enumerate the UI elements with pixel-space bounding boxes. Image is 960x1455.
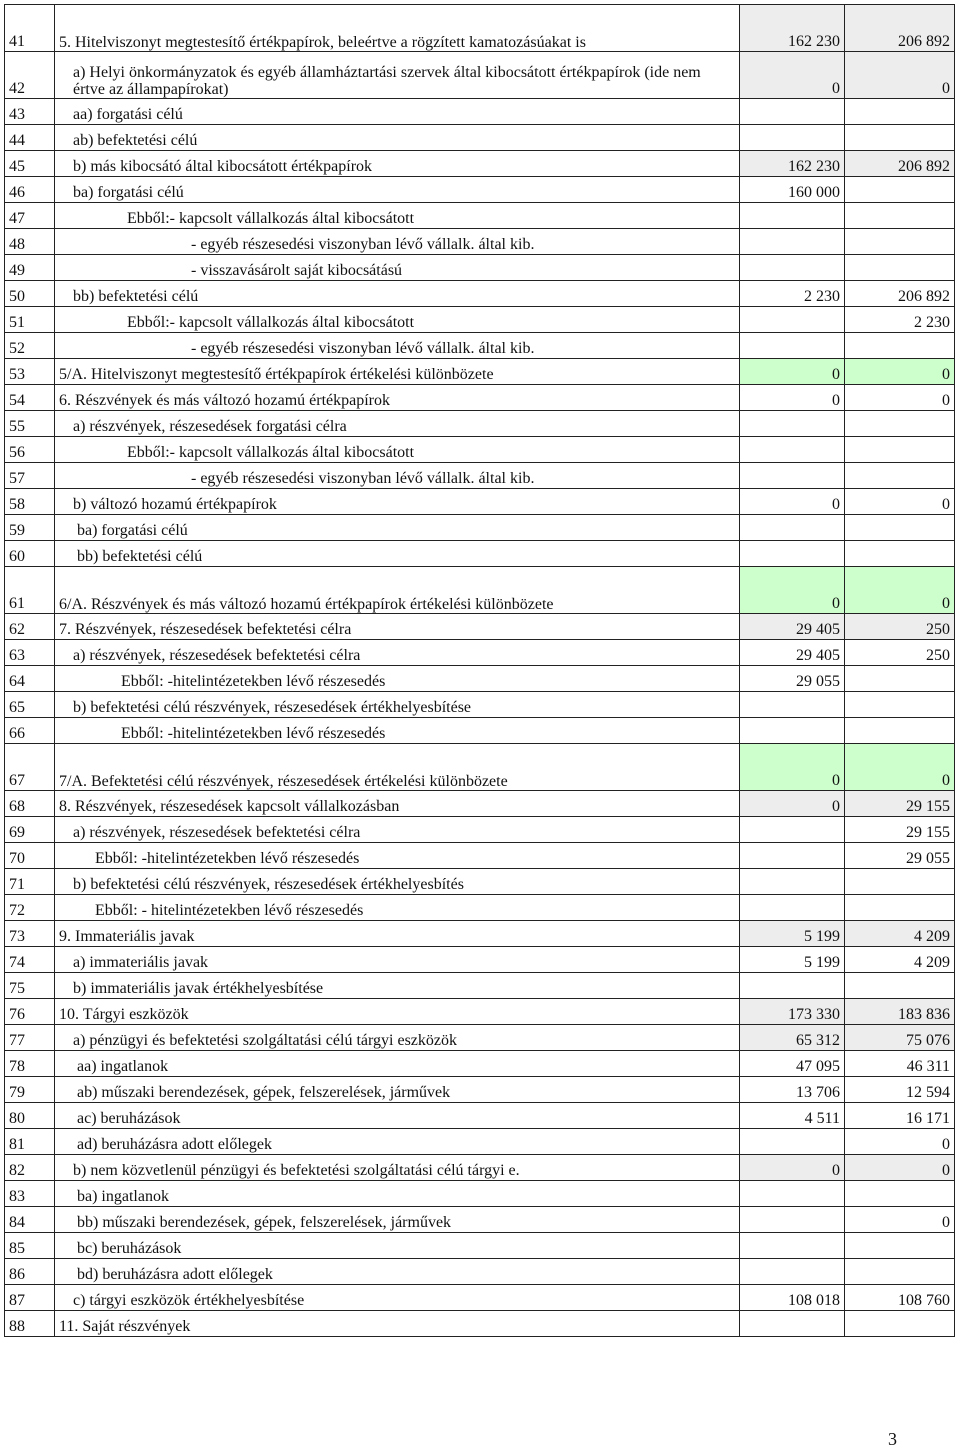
table-row: [5, 692, 955, 718]
value-previous-year: 13 706: [740, 1077, 845, 1103]
value-previous-year: 160 000: [740, 177, 845, 203]
row-number: 45: [5, 151, 55, 177]
row-number: 79: [5, 1077, 55, 1103]
table-body: [5, 5, 955, 1337]
table-row: [5, 718, 955, 744]
row-number: 83: [5, 1181, 55, 1207]
row-number: 86: [5, 1259, 55, 1285]
row-number: 84: [5, 1207, 55, 1233]
row-number: 72: [5, 895, 55, 921]
value-current-year: [845, 99, 955, 125]
row-description: Ebből: -hitelintézetekben lévő részesedés: [55, 666, 740, 692]
value-previous-year: [740, 437, 845, 463]
value-current-year: 206 892: [845, 281, 955, 307]
value-previous-year: 29 055: [740, 666, 845, 692]
value-previous-year: 0: [740, 385, 845, 411]
table-row: [5, 385, 955, 411]
value-previous-year: [740, 515, 845, 541]
row-description: bb) műszaki berendezések, gépek, felszerelések, járművek: [55, 1207, 740, 1233]
table-row: [5, 177, 955, 203]
value-current-year: 206 892: [845, 151, 955, 177]
value-current-year: 0: [845, 1129, 955, 1155]
table-row: [5, 5, 955, 52]
value-previous-year: [740, 463, 845, 489]
value-current-year: 0: [845, 385, 955, 411]
row-description: b) nem közvetlenül pénzügyi és befektetési szolgáltatási célú tárgyi e.: [55, 1155, 740, 1181]
row-number: 58: [5, 489, 55, 515]
table-row: [5, 973, 955, 999]
row-description: b) befektetési célú részvények, részesedések értékhelyesbítése: [55, 692, 740, 718]
value-current-year: 0: [845, 744, 955, 791]
value-current-year: [845, 973, 955, 999]
value-previous-year: 29 405: [740, 614, 845, 640]
row-number: 54: [5, 385, 55, 411]
row-number: 63: [5, 640, 55, 666]
row-number: 48: [5, 229, 55, 255]
value-previous-year: 0: [740, 744, 845, 791]
row-description: a) immateriális javak: [55, 947, 740, 973]
value-previous-year: 173 330: [740, 999, 845, 1025]
row-description: a) pénzügyi és befektetési szolgáltatási célú tárgyi eszközök: [55, 1025, 740, 1051]
table-row: [5, 541, 955, 567]
value-previous-year: 5 199: [740, 947, 845, 973]
row-number: 68: [5, 791, 55, 817]
row-number: 53: [5, 359, 55, 385]
table-row: [5, 52, 955, 99]
row-description: bb) befektetési célú: [55, 541, 740, 567]
row-number: 59: [5, 515, 55, 541]
table-row: [5, 869, 955, 895]
value-current-year: [845, 718, 955, 744]
value-previous-year: [740, 229, 845, 255]
row-number: 66: [5, 718, 55, 744]
row-description: 10. Tárgyi eszközök: [55, 999, 740, 1025]
table-row: [5, 489, 955, 515]
row-number: 81: [5, 1129, 55, 1155]
row-number: 70: [5, 843, 55, 869]
value-current-year: 46 311: [845, 1051, 955, 1077]
table-row: [5, 791, 955, 817]
value-previous-year: 0: [740, 791, 845, 817]
row-description: 5. Hitelviszonyt megtestesítő értékpapírok, beleértve a rögzített kamatozásúakat is: [55, 5, 740, 52]
value-previous-year: [740, 99, 845, 125]
row-number: 69: [5, 817, 55, 843]
row-number: 71: [5, 869, 55, 895]
value-current-year: [845, 255, 955, 281]
value-current-year: [845, 1311, 955, 1337]
table-row: [5, 666, 955, 692]
value-current-year: 206 892: [845, 5, 955, 52]
row-description: - egyéb részesedési viszonyban lévő vállalk. által kib.: [55, 463, 740, 489]
row-description: Ebből:- kapcsolt vállalkozás által kibocsátott: [55, 437, 740, 463]
row-description: - visszavásárolt saját kibocsátású: [55, 255, 740, 281]
table-row: [5, 307, 955, 333]
row-number: 57: [5, 463, 55, 489]
row-number: 74: [5, 947, 55, 973]
value-previous-year: 0: [740, 489, 845, 515]
value-current-year: [845, 463, 955, 489]
row-number: 47: [5, 203, 55, 229]
value-previous-year: [740, 411, 845, 437]
row-description: ba) forgatási célú: [55, 515, 740, 541]
row-number: 60: [5, 541, 55, 567]
row-description: a) részvények, részesedések befektetési célra: [55, 817, 740, 843]
row-number: 51: [5, 307, 55, 333]
value-current-year: 0: [845, 489, 955, 515]
table-row: [5, 99, 955, 125]
row-description: Ebből:- kapcsolt vállalkozás által kibocsátott: [55, 203, 740, 229]
table-row: [5, 1103, 955, 1129]
table-row: [5, 125, 955, 151]
value-previous-year: 4 511: [740, 1103, 845, 1129]
value-previous-year: [740, 1129, 845, 1155]
row-description: 9. Immateriális javak: [55, 921, 740, 947]
row-number: 88: [5, 1311, 55, 1337]
table-row: [5, 255, 955, 281]
row-description: aa) forgatási célú: [55, 99, 740, 125]
row-description: ba) forgatási célú: [55, 177, 740, 203]
row-number: 73: [5, 921, 55, 947]
row-description: ba) ingatlanok: [55, 1181, 740, 1207]
value-previous-year: 162 230: [740, 151, 845, 177]
row-description: a) részvények, részesedések befektetési célra: [55, 640, 740, 666]
value-previous-year: [740, 973, 845, 999]
row-description: ab) befektetési célú: [55, 125, 740, 151]
row-number: 55: [5, 411, 55, 437]
value-current-year: 12 594: [845, 1077, 955, 1103]
table-row: [5, 1025, 955, 1051]
value-previous-year: 29 405: [740, 640, 845, 666]
row-number: 61: [5, 567, 55, 614]
row-description: Ebből: - hitelintézetekben lévő részesedés: [55, 895, 740, 921]
value-current-year: 75 076: [845, 1025, 955, 1051]
value-current-year: 0: [845, 359, 955, 385]
value-current-year: [845, 666, 955, 692]
table-row: [5, 640, 955, 666]
value-current-year: [845, 411, 955, 437]
balance-sheet-table: [4, 4, 955, 1337]
row-description: 7. Részvények, részesedések befektetési célra: [55, 614, 740, 640]
row-description: a) Helyi önkormányzatok és egyéb államháztartási szervek által kibocsátott értékpapírok (ide nem értve az állampapírokat): [55, 52, 740, 99]
value-previous-year: [740, 125, 845, 151]
value-current-year: [845, 895, 955, 921]
row-description: b) befektetési célú részvények, részesedések értékhelyesbítés: [55, 869, 740, 895]
value-previous-year: 0: [740, 1155, 845, 1181]
value-previous-year: [740, 817, 845, 843]
row-number: 62: [5, 614, 55, 640]
row-number: 64: [5, 666, 55, 692]
value-previous-year: [740, 307, 845, 333]
value-current-year: 183 836: [845, 999, 955, 1025]
row-number: 85: [5, 1233, 55, 1259]
value-current-year: [845, 1181, 955, 1207]
value-previous-year: 5 199: [740, 921, 845, 947]
value-current-year: 250: [845, 614, 955, 640]
table-row: [5, 515, 955, 541]
row-number: 75: [5, 973, 55, 999]
table-row: [5, 281, 955, 307]
value-current-year: [845, 203, 955, 229]
table-row: [5, 567, 955, 614]
row-description: bb) befektetési célú: [55, 281, 740, 307]
row-number: 77: [5, 1025, 55, 1051]
value-current-year: 29 155: [845, 791, 955, 817]
row-description: ad) beruházásra adott előlegek: [55, 1129, 740, 1155]
value-current-year: 0: [845, 1207, 955, 1233]
row-number: 41: [5, 5, 55, 52]
row-description: 5/A. Hitelviszonyt megtestesítő értékpapírok értékelési különbözete: [55, 359, 740, 385]
row-description: bd) beruházásra adott előlegek: [55, 1259, 740, 1285]
value-previous-year: [740, 843, 845, 869]
table-row: [5, 151, 955, 177]
table-row: [5, 843, 955, 869]
value-previous-year: [740, 1181, 845, 1207]
row-description: - egyéb részesedési viszonyban lévő vállalk. által kib.: [55, 229, 740, 255]
row-number: 82: [5, 1155, 55, 1181]
table-row: [5, 614, 955, 640]
value-previous-year: [740, 692, 845, 718]
value-previous-year: [740, 333, 845, 359]
table-row: [5, 229, 955, 255]
page-number: 3: [888, 1429, 897, 1449]
value-current-year: [845, 177, 955, 203]
value-previous-year: 0: [740, 359, 845, 385]
value-current-year: 16 171: [845, 1103, 955, 1129]
value-current-year: 0: [845, 567, 955, 614]
row-description: 11. Saját részvények: [55, 1311, 740, 1337]
value-previous-year: [740, 1207, 845, 1233]
table-row: [5, 463, 955, 489]
row-number: 43: [5, 99, 55, 125]
value-current-year: 29 055: [845, 843, 955, 869]
value-current-year: 4 209: [845, 947, 955, 973]
value-previous-year: [740, 203, 845, 229]
value-current-year: 4 209: [845, 921, 955, 947]
row-description: bc) beruházások: [55, 1233, 740, 1259]
value-current-year: 250: [845, 640, 955, 666]
row-description: aa) ingatlanok: [55, 1051, 740, 1077]
value-previous-year: 162 230: [740, 5, 845, 52]
value-previous-year: 2 230: [740, 281, 845, 307]
row-number: 49: [5, 255, 55, 281]
value-previous-year: 0: [740, 567, 845, 614]
value-previous-year: 47 095: [740, 1051, 845, 1077]
value-current-year: [845, 229, 955, 255]
row-description: Ebből: -hitelintézetekben lévő részesedés: [55, 843, 740, 869]
value-previous-year: 65 312: [740, 1025, 845, 1051]
table-row: [5, 1155, 955, 1181]
row-number: 76: [5, 999, 55, 1025]
row-description: c) tárgyi eszközök értékhelyesbítése: [55, 1285, 740, 1311]
table-row: [5, 1051, 955, 1077]
table-row: [5, 437, 955, 463]
table-row: [5, 744, 955, 791]
table-row: [5, 1129, 955, 1155]
row-number: 67: [5, 744, 55, 791]
value-previous-year: [740, 255, 845, 281]
row-description: 7/A. Befektetési célú részvények, részesedések értékelési különbözete: [55, 744, 740, 791]
value-current-year: [845, 1259, 955, 1285]
row-description: 6/A. Részvények és más változó hozamú értékpapírok értékelési különbözete: [55, 567, 740, 614]
row-description: b) immateriális javak értékhelyesbítése: [55, 973, 740, 999]
table-row: [5, 1285, 955, 1311]
table-row: [5, 947, 955, 973]
table-row: [5, 411, 955, 437]
value-previous-year: 108 018: [740, 1285, 845, 1311]
value-current-year: [845, 515, 955, 541]
row-description: Ebből: -hitelintézetekben lévő részesedés: [55, 718, 740, 744]
table-row: [5, 1311, 955, 1337]
row-description: a) részvények, részesedések forgatási célra: [55, 411, 740, 437]
table-row: [5, 1077, 955, 1103]
row-number: 80: [5, 1103, 55, 1129]
row-number: 44: [5, 125, 55, 151]
value-current-year: [845, 437, 955, 463]
row-description: - egyéb részesedési viszonyban lévő vállalk. által kib.: [55, 333, 740, 359]
table-row: [5, 1233, 955, 1259]
value-previous-year: [740, 541, 845, 567]
value-current-year: 108 760: [845, 1285, 955, 1311]
value-current-year: [845, 125, 955, 151]
row-description: 6. Részvények és más változó hozamú értékpapírok: [55, 385, 740, 411]
row-description: b) más kibocsátó által kibocsátott értékpapírok: [55, 151, 740, 177]
value-current-year: 2 230: [845, 307, 955, 333]
value-previous-year: [740, 869, 845, 895]
value-previous-year: [740, 1233, 845, 1259]
table-row: [5, 817, 955, 843]
value-current-year: [845, 1233, 955, 1259]
value-current-year: [845, 869, 955, 895]
table-row: [5, 203, 955, 229]
table-row: [5, 921, 955, 947]
row-description: ac) beruházások: [55, 1103, 740, 1129]
row-description: ab) műszaki berendezések, gépek, felszerelések, járművek: [55, 1077, 740, 1103]
value-previous-year: [740, 718, 845, 744]
value-previous-year: [740, 895, 845, 921]
table-row: [5, 1259, 955, 1285]
value-current-year: 0: [845, 1155, 955, 1181]
value-previous-year: [740, 1259, 845, 1285]
row-description: 8. Részvények, részesedések kapcsolt vállalkozásban: [55, 791, 740, 817]
row-number: 46: [5, 177, 55, 203]
row-description: Ebből:- kapcsolt vállalkozás által kibocsátott: [55, 307, 740, 333]
table-row: [5, 999, 955, 1025]
row-number: 42: [5, 52, 55, 99]
row-description: b) változó hozamú értékpapírok: [55, 489, 740, 515]
table-row: [5, 1207, 955, 1233]
row-number: 56: [5, 437, 55, 463]
row-number: 65: [5, 692, 55, 718]
table-row: [5, 333, 955, 359]
table-row: [5, 1181, 955, 1207]
row-number: 87: [5, 1285, 55, 1311]
value-current-year: [845, 541, 955, 567]
row-number: 52: [5, 333, 55, 359]
table-row: [5, 359, 955, 385]
value-previous-year: 0: [740, 52, 845, 99]
row-number: 50: [5, 281, 55, 307]
value-current-year: 0: [845, 52, 955, 99]
table-row: [5, 895, 955, 921]
value-current-year: [845, 692, 955, 718]
value-current-year: 29 155: [845, 817, 955, 843]
value-current-year: [845, 333, 955, 359]
value-previous-year: [740, 1311, 845, 1337]
row-number: 78: [5, 1051, 55, 1077]
